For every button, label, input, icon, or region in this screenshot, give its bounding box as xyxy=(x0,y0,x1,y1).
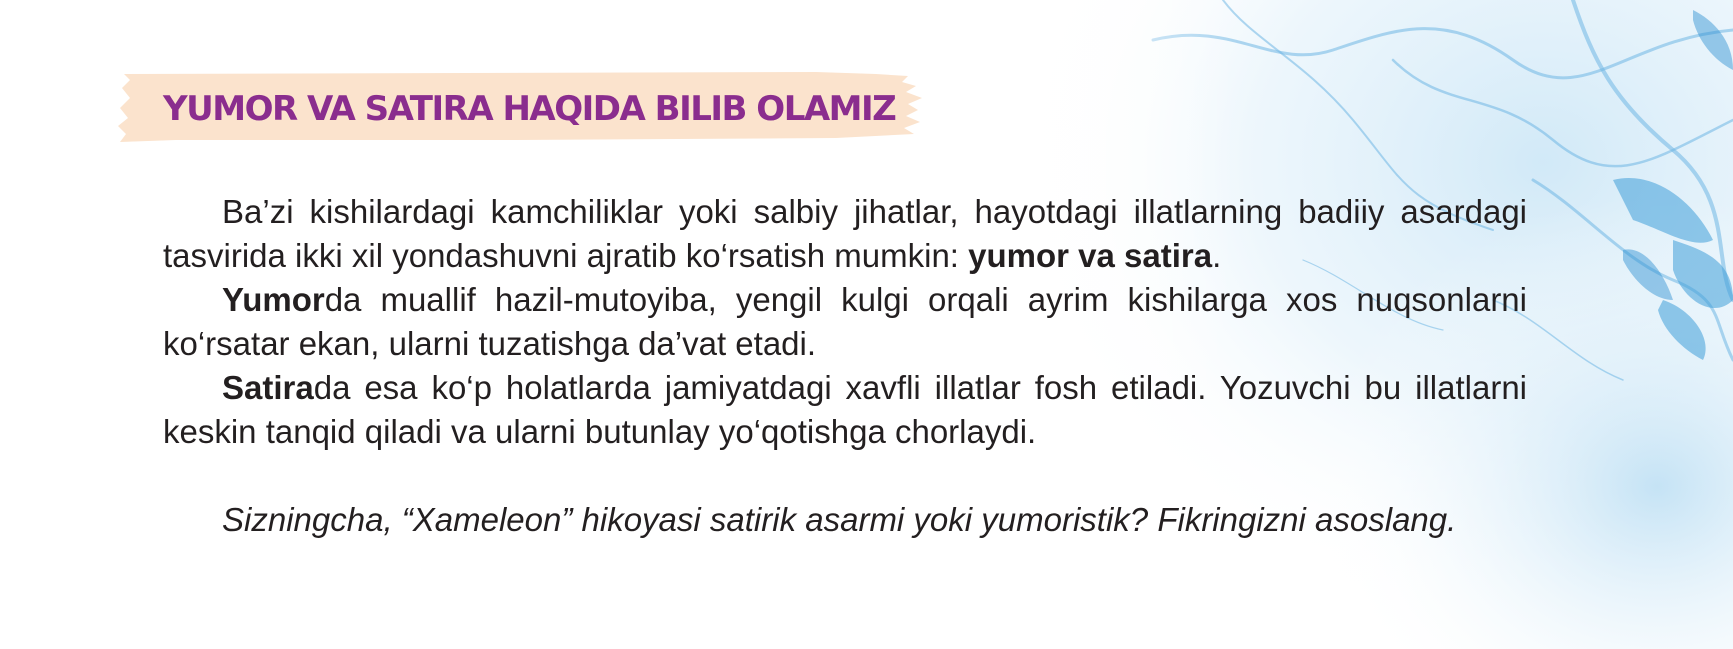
question-paragraph: Sizningcha, “Xameleon” hikoyasi satirik asarmi yoki yumoristik? Fikringizni asoslang. xyxy=(222,501,1457,538)
paragraph-intro xyxy=(163,190,1527,278)
body-text xyxy=(163,190,1527,542)
term-yumor-va-satira: yumor va satira xyxy=(968,237,1213,274)
paragraph-satira xyxy=(163,366,1527,454)
paragraph-intro-end: . xyxy=(1212,237,1222,274)
term-yumor: Yumor xyxy=(222,281,325,318)
paragraph-yumor xyxy=(163,278,1527,366)
section-heading: YUMOR VA SATIRA HAQIDA BILIB OLAMIZ xyxy=(163,89,896,129)
paragraph-satira-text: da esa ko‘p holatlarda jamiyatdagi xavfli illatlar fosh etiladi. Yozuvchi bu illatlarni keskin tanqid qiladi va ularni butunlay yo‘qotishga chorlaydi. xyxy=(163,369,1527,450)
term-satira: Satira xyxy=(222,369,314,406)
paragraph-yumor-text: da muallif hazil-mutoyiba, yengil kulgi orqali ayrim kishilarga xos nuqsonlarni ko‘rsatar ekan, ularni tuzatishga da’vat etadi. xyxy=(163,281,1527,362)
paragraph-intro-text: Ba’zi kishilardagi kamchiliklar yoki salbiy jihatlar, hayotdagi illatlarning badiiy asardagi tasvirida ikki xil yondashuvni ajratib ko‘rsatish mumkin: xyxy=(163,193,1527,274)
